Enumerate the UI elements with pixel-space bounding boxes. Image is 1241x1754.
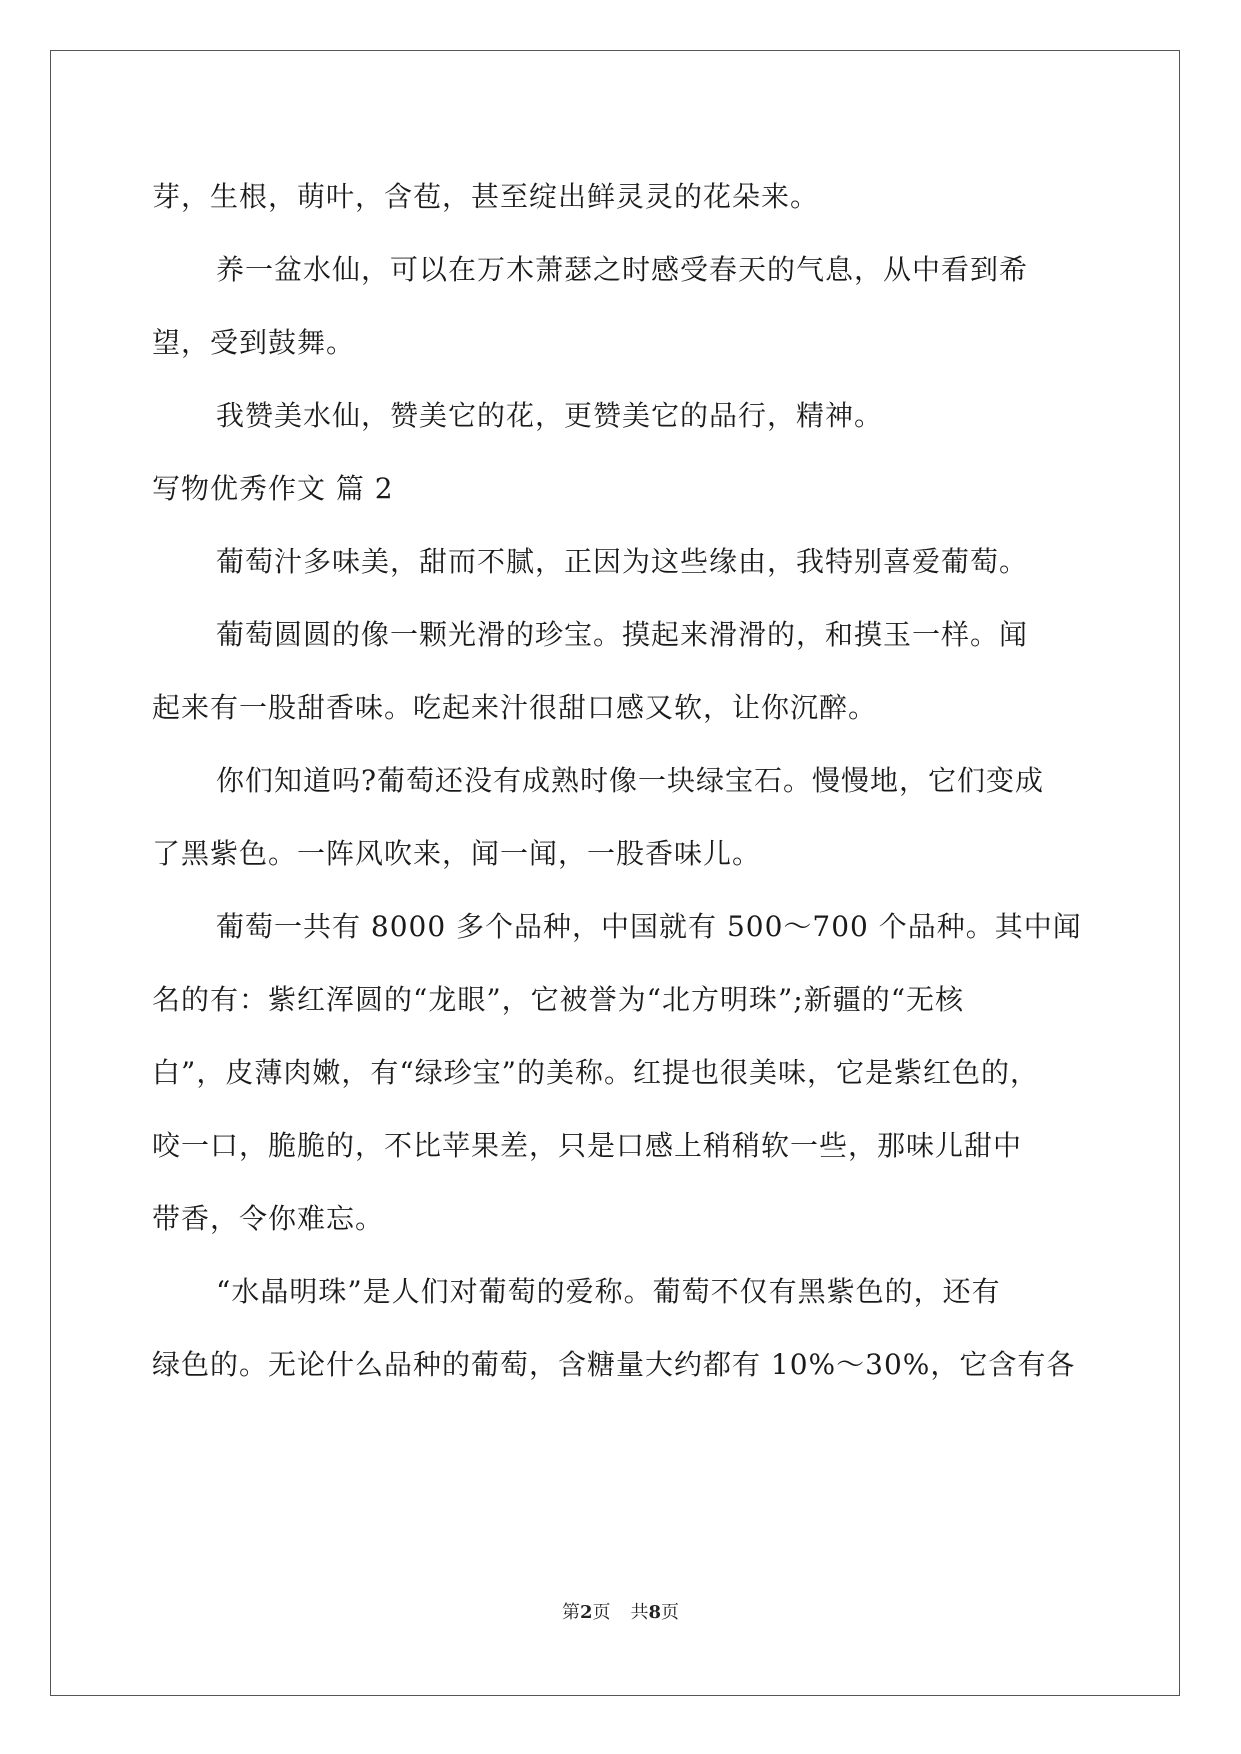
- current-page: 2: [579, 1602, 593, 1623]
- text-line: 望，受到鼓舞。: [152, 326, 356, 359]
- text-line: 养一盆水仙，可以在万木萧瑟之时感受春天的气息，从中看到希: [216, 253, 1029, 286]
- text-line: 葡萄汁多味美，甜而不腻，正因为这些缘由，我特别喜爱葡萄。: [216, 545, 1029, 578]
- page-number: [562, 1602, 611, 1623]
- section-heading: 写物优秀作文 篇 2: [152, 472, 394, 505]
- page-prefix: 第: [561, 1602, 580, 1623]
- text-line: 咬一口，脆脆的，不比苹果差，只是口感上稍稍软一些，那味儿甜中: [152, 1129, 1023, 1162]
- document-body: [152, 160, 1082, 1401]
- text-line: 我赞美水仙，赞美它的花，更赞美它的品行，精神。: [216, 399, 884, 432]
- text-line: 葡萄圆圆的像一颗光滑的珍宝。摸起来滑滑的，和摸玉一样。闻: [216, 618, 1029, 651]
- page-suffix: 页: [592, 1602, 611, 1623]
- text-line: 带香，令你难忘。: [152, 1202, 385, 1235]
- text-line: “水晶明珠”是人们对葡萄的爱称。葡萄不仅有黑紫色的，还有: [216, 1275, 1001, 1308]
- text-line: 绿色的。无论什么品种的葡萄，含糖量大约都有 10%～30%，它含有各: [152, 1348, 1076, 1381]
- total-prefix: 共: [630, 1602, 649, 1623]
- text-line: 芽，生根，萌叶，含苞，甚至绽出鲜灵灵的花朵来。: [152, 180, 820, 213]
- total-pages: [631, 1602, 680, 1623]
- text-line: 葡萄一共有 8000 多个品种，中国就有 500～700 个品种。其中闻: [216, 910, 1082, 943]
- text-line: 你们知道吗?葡萄还没有成熟时像一块绿宝石。慢慢地，它们变成: [216, 764, 1045, 797]
- text-line: 名的有：紫红浑圆的“龙眼”，它被誉为“北方明珠”;新疆的“无核: [152, 983, 965, 1016]
- text-line: 起来有一股甜香味。吃起来汁很甜口感又软，让你沉醉。: [152, 691, 878, 724]
- page-footer: [0, 1598, 1241, 1624]
- total-page-count: 8: [648, 1602, 662, 1623]
- text-line: 白”，皮薄肉嫩，有“绿珍宝”的美称。红提也很美味，它是紫红色的，: [152, 1056, 1039, 1089]
- text-line: 了黑紫色。一阵风吹来，闻一闻，一股香味儿。: [152, 837, 762, 870]
- total-suffix: 页: [661, 1602, 680, 1623]
